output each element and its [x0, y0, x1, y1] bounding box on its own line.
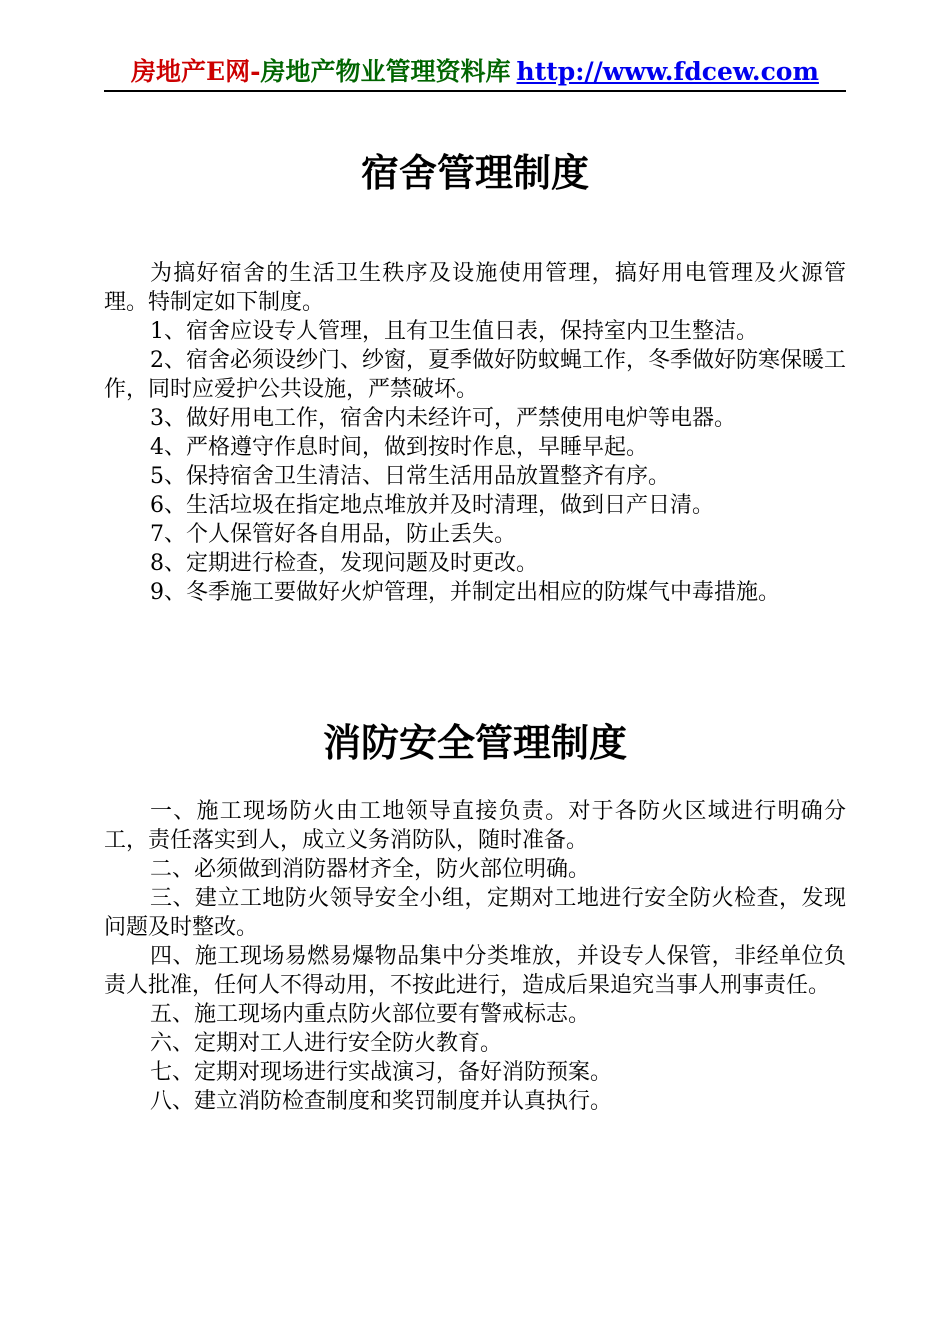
section2-paragraph: 二、必须做到消防器材齐全，防火部位明确。	[150, 857, 591, 882]
section1-paragraph: 8、定期进行检查，发现问题及时更改。	[150, 551, 538, 576]
section1-title: 宿舍管理制度	[360, 151, 589, 195]
section1-paragraph: 3、做好用电工作，宿舍内未经许可，严禁使用电炉等电器。	[150, 406, 736, 431]
section2-paragraph: 四、施工现场易燃易爆物品集中分类堆放，并设专人保管，非经单位负责人批准，任何人不得动用，不按此进行，造成后果追究当事人刑事责任。	[104, 944, 846, 998]
header-dash: -	[250, 57, 261, 86]
section1-paragraph: 为搞好宿舍的生活卫生秩序及设施使用管理，搞好用电管理及火源管理。特制定如下制度。	[104, 261, 846, 315]
section2-paragraph: 七、定期对现场进行实战演习，备好消防预案。	[150, 1060, 613, 1085]
section2-paragraph: 八、建立消防检查制度和奖罚制度并认真执行。	[150, 1089, 613, 1114]
section2-paragraph: 一、施工现场防火由工地领导直接负责。对于各防火区域进行明确分工，责任落实到人，成立义务消防队，随时准备。	[104, 799, 846, 853]
section2-paragraph: 六、定期对工人进行安全防火教育。	[150, 1031, 503, 1056]
header-site-name: 房地产E网	[131, 57, 251, 86]
section1-paragraph: 7、个人保管好各自用品，防止丢失。	[150, 522, 516, 547]
section1-body	[104, 259, 846, 607]
section1-paragraph: 6、生活垃圾在指定地点堆放并及时清理，做到日产日清。	[150, 493, 714, 518]
section1-paragraph: 1、宿舍应设专人管理，且有卫生值日表，保持室内卫生整洁。	[150, 319, 758, 344]
section2-paragraph: 五、施工现场内重点防火部位要有警戒标志。	[150, 1002, 591, 1027]
header-library-name: 房地产物业管理资料库	[260, 57, 511, 86]
section1-paragraph: 2、宿舍必须设纱门、纱窗，夏季做好防蚊蝇工作，冬季做好防寒保暖工作，同时应爱护公共设施，严禁破坏。	[104, 348, 846, 402]
page-header	[104, 56, 846, 92]
section2-body	[104, 797, 846, 1116]
header-url-link[interactable]: http://www.fdcew.com	[516, 57, 819, 86]
section2-paragraph: 三、建立工地防火领导安全小组，定期对工地进行安全防火检查，发现问题及时整改。	[104, 886, 846, 940]
section1-paragraph: 5、保持宿舍卫生清洁、日常生活用品放置整齐有序。	[150, 464, 670, 489]
section1-paragraph: 4、严格遵守作息时间，做到按时作息，早睡早起。	[150, 435, 648, 460]
section2-title: 消防安全管理制度	[322, 721, 627, 765]
section1-paragraph: 9、冬季施工要做好火炉管理，并制定出相应的防煤气中毒措施。	[150, 580, 780, 605]
